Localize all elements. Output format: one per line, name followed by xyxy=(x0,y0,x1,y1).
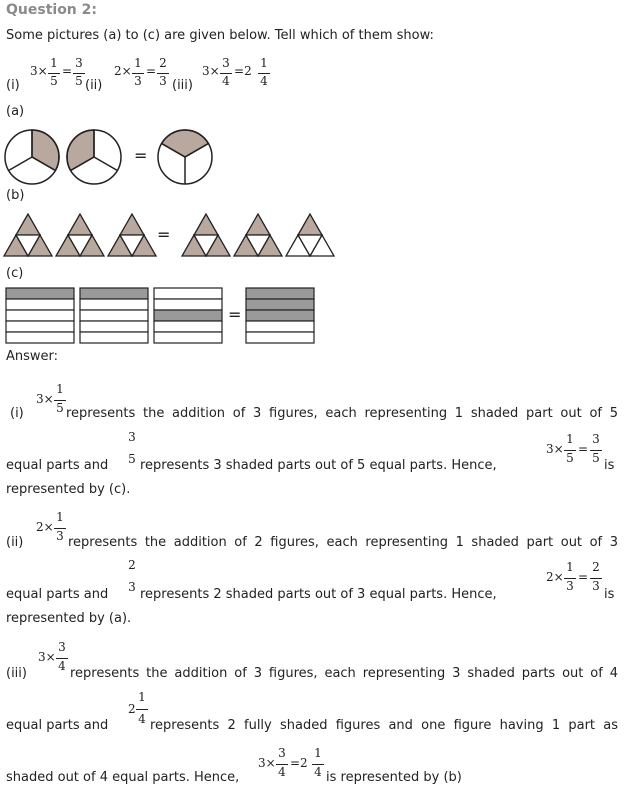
option-iii-rhs: =2 xyxy=(234,64,252,78)
strip xyxy=(246,310,314,321)
triangle-figure xyxy=(108,214,156,256)
option-i-expr: 3× xyxy=(30,64,48,78)
answer-iii-line2b: represents 2 fully shaded figures and one figure having 1 part as xyxy=(150,718,618,733)
figure-b-triangles xyxy=(0,210,640,260)
option-ii-equals: = xyxy=(146,64,157,78)
answer-i-frac-3-5: 3 5 xyxy=(128,430,136,466)
answer-i-eq-frac2: 3 5 xyxy=(590,432,602,468)
answer-i-line2a: equal parts and xyxy=(6,458,109,473)
question-prompt: Some pictures (a) to (c) are given below. Tell which of them show: xyxy=(6,28,434,43)
answer-ii-eq-sign: = xyxy=(578,570,589,584)
answer-i-eq-frac1: 1 5 xyxy=(564,432,576,468)
answer-i-eq-sign: = xyxy=(578,442,589,456)
option-ii-expr: 2× xyxy=(114,64,132,78)
figure-a-label: (a) xyxy=(6,104,25,119)
strip xyxy=(6,310,74,321)
sub-triangle-top xyxy=(194,214,218,235)
answer-i-expr: 3× xyxy=(36,392,54,406)
strip-rectangle-figure xyxy=(154,288,222,343)
answer-iii-label: (iii) xyxy=(6,666,27,681)
strip xyxy=(154,299,222,310)
answer-ii-expr: 2× xyxy=(36,520,54,534)
answer-iii-mixed-whole: 2 xyxy=(128,702,136,716)
answer-i-line1: represents the addition of 3 figures, each representing 1 shaded part out of 5 xyxy=(66,406,618,421)
sub-triangle-top xyxy=(68,214,92,235)
answer-i-label: (i) xyxy=(10,406,24,421)
answer-iii-eq-sign: =2 xyxy=(290,756,308,770)
option-i-frac2: 3 5 xyxy=(73,56,85,90)
answer-ii-frac-2-3: 2 3 xyxy=(128,558,136,594)
option-ii-label: (ii) xyxy=(85,78,103,93)
strip-rectangle-figure xyxy=(6,288,74,343)
strip xyxy=(6,299,74,310)
strip xyxy=(80,321,148,332)
strip xyxy=(154,321,222,332)
option-i-frac1: 1 5 xyxy=(48,56,60,90)
strip xyxy=(80,288,148,299)
figure-c-label: (c) xyxy=(6,266,24,281)
sub-triangle-top xyxy=(16,214,40,235)
answer-iii-eq-frac1: 3 4 xyxy=(276,746,288,782)
strip xyxy=(6,332,74,343)
sub-triangle-top xyxy=(298,214,322,235)
answer-ii-eq-expr: 2× xyxy=(546,570,564,584)
answer-iii-eq-frac2: 1 4 xyxy=(312,746,324,782)
strip xyxy=(154,310,222,321)
answer-heading: Answer: xyxy=(6,349,59,364)
triangle-figure xyxy=(4,214,52,256)
option-i-equals: = xyxy=(62,64,73,78)
sub-triangle-top xyxy=(246,214,270,235)
strip xyxy=(246,288,314,299)
figure-b-equals: = xyxy=(157,225,171,244)
strip-rectangle-figure xyxy=(246,288,314,343)
answer-iii-expr: 3× xyxy=(38,650,56,664)
triangle-figure xyxy=(234,214,282,256)
answer-iii-line3b: is represented by (b) xyxy=(326,770,462,785)
strip xyxy=(6,288,74,299)
answer-ii-line2b: represents 2 shaded parts out of 3 equal parts. Hence, xyxy=(140,587,497,602)
strip-rectangle-figure xyxy=(80,288,148,343)
figure-a-circles xyxy=(0,120,640,190)
answer-ii-label: (ii) xyxy=(6,535,24,550)
triangle-figure xyxy=(286,214,334,256)
answer-iii-mixed-frac: 1 4 xyxy=(136,690,148,730)
option-i-label: (i) xyxy=(6,78,20,93)
strip xyxy=(80,310,148,321)
answer-iii-line1: represents the addition of 3 figures, each representing 3 shaded parts out of 4 xyxy=(70,666,618,681)
sub-triangle-top xyxy=(120,214,144,235)
option-iii-expr: 3× xyxy=(202,64,220,78)
strip xyxy=(80,332,148,343)
option-iii-frac1: 3 4 xyxy=(220,56,232,90)
figure-c-rectangles xyxy=(0,286,640,346)
strip xyxy=(80,299,148,310)
answer-ii-eq-frac1: 1 3 xyxy=(564,560,576,596)
answer-iii-eq-expr: 3× xyxy=(258,756,276,770)
answer-ii-line1: represents the addition of 2 figures, each representing 1 shaded part out of 3 xyxy=(68,535,618,550)
triangle-figure xyxy=(182,214,230,256)
answer-iii-line2a: equal parts and xyxy=(6,718,109,733)
circle-3-shaded-two-thirds xyxy=(162,130,209,157)
answer-i-eq-expr: 3× xyxy=(546,442,564,456)
strip xyxy=(246,332,314,343)
answer-iii-frac: 3 4 xyxy=(56,640,68,676)
strip xyxy=(154,288,222,299)
strip xyxy=(246,321,314,332)
answer-iii-line3a: shaded out of 4 equal parts. Hence, xyxy=(6,770,240,785)
answer-i-line2b: represents 3 shaded parts out of 5 equal parts. Hence, xyxy=(140,458,497,473)
option-ii-frac2: 2 3 xyxy=(157,56,169,90)
triangle-figure xyxy=(56,214,104,256)
answer-ii-line2a: equal parts and xyxy=(6,587,109,602)
strip xyxy=(246,299,314,310)
answer-i-frac: 1 5 xyxy=(54,382,66,418)
answer-i-line2c: is xyxy=(604,458,615,473)
strip xyxy=(6,321,74,332)
answer-i-line3: represented by (c). xyxy=(6,482,131,497)
strip xyxy=(154,332,222,343)
answer-ii-frac: 1 3 xyxy=(54,510,66,546)
figure-a-equals: = xyxy=(134,146,148,165)
answer-ii-line3: represented by (a). xyxy=(6,611,132,626)
option-ii-frac1: 1 3 xyxy=(132,56,144,90)
figure-b-label: (b) xyxy=(6,188,25,203)
answer-ii-line2c: is xyxy=(604,587,615,602)
option-iii-label: (iii) xyxy=(172,78,193,93)
question-title: Question 2: xyxy=(6,2,97,18)
answer-ii-eq-frac2: 2 3 xyxy=(590,560,602,596)
figure-c-equals: = xyxy=(228,305,242,324)
option-iii-frac2: 1 4 xyxy=(258,56,270,90)
